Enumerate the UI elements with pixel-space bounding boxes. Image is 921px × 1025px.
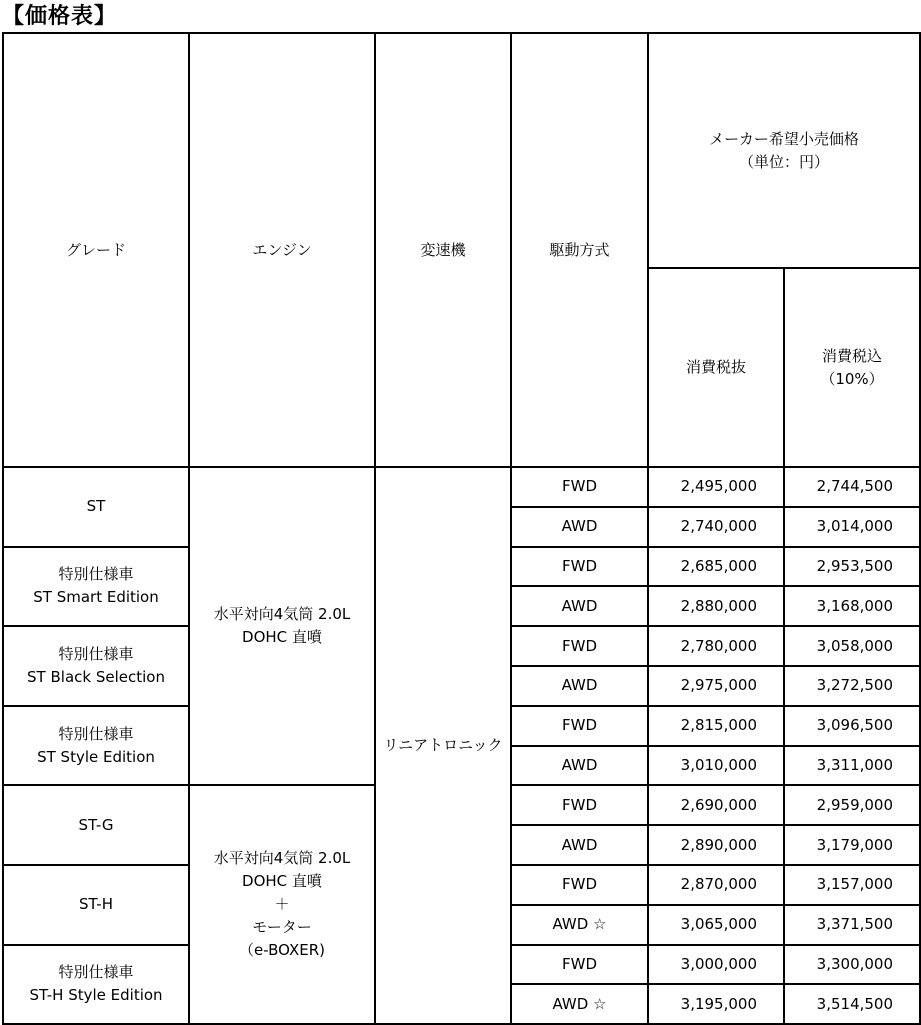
header-grade: グレード: [3, 33, 189, 467]
engine-cell: [189, 785, 375, 1024]
price-incl-cell: 3,300,000: [784, 945, 920, 985]
header-price-incl-line: 消費税込: [822, 346, 883, 365]
header-transmission: 変速機: [375, 33, 511, 467]
table-row: [3, 467, 920, 507]
price-incl-cell: 3,371,500: [784, 905, 920, 945]
drive-cell: FWD: [511, 945, 648, 985]
drive-cell: FWD: [511, 706, 648, 746]
price-excl-cell: 2,890,000: [648, 825, 784, 865]
drive-cell: AWD: [511, 825, 648, 865]
grade-cell: [3, 626, 189, 706]
price-excl-cell: 2,870,000: [648, 865, 784, 905]
price-excl-cell: 3,010,000: [648, 746, 784, 786]
grade-line: ST Smart Edition: [33, 588, 159, 607]
price-incl-cell: 3,014,000: [784, 507, 920, 547]
price-excl-cell: 2,815,000: [648, 706, 784, 746]
grade-cell: [3, 706, 189, 786]
price-excl-cell: 2,685,000: [648, 547, 784, 587]
price-excl-cell: 3,065,000: [648, 905, 784, 945]
price-incl-cell: 2,953,500: [784, 547, 920, 587]
header-price-incl: [784, 268, 920, 467]
page-title: 【価格表】: [2, 4, 118, 29]
drive-cell: FWD: [511, 626, 648, 666]
header-engine: エンジン: [189, 33, 375, 467]
grade-cell: [3, 547, 189, 627]
header-price-incl-rate-line: （10%）: [820, 369, 884, 388]
grade-line: ST-H: [79, 895, 113, 914]
drive-cell: AWD: [511, 507, 648, 547]
engine-line: 水平対向4気筒 2.0L: [213, 605, 351, 624]
grade-line: ST Style Edition: [37, 747, 155, 766]
grade-line: ST-H Style Edition: [29, 986, 163, 1005]
engine-line: DOHC 直噴: [242, 628, 322, 647]
drive-cell: FWD: [511, 865, 648, 905]
header-price-group: [648, 33, 920, 268]
price-incl-cell: 3,157,000: [784, 865, 920, 905]
drive-cell: FWD: [511, 785, 648, 825]
grade-line: 特別仕様車: [58, 724, 134, 743]
price-excl-cell: 3,000,000: [648, 945, 784, 985]
drive-cell: FWD: [511, 547, 648, 587]
drive-cell: FWD: [511, 467, 648, 507]
grade-cell: [3, 865, 189, 945]
price-excl-cell: 2,495,000: [648, 467, 784, 507]
engine-line: DOHC 直噴: [242, 872, 322, 891]
header-drive: 駆動方式: [511, 33, 648, 467]
grade-line: 特別仕様車: [58, 963, 134, 982]
engine-line: （e-BOXER): [238, 941, 325, 960]
header-price-group-line: メーカー希望小売価格: [709, 129, 859, 148]
grade-line: 特別仕様車: [58, 644, 134, 663]
grade-cell: [3, 785, 189, 865]
price-excl-cell: 2,880,000: [648, 586, 784, 626]
price-excl-cell: 2,690,000: [648, 785, 784, 825]
drive-cell: AWD: [511, 746, 648, 786]
engine-line: ＋: [274, 895, 290, 914]
header-price-unit-line: （単位：円）: [739, 152, 830, 171]
price-incl-cell: 2,959,000: [784, 785, 920, 825]
grade-line: 特別仕様車: [58, 565, 134, 584]
price-incl-cell: 2,744,500: [784, 467, 920, 507]
grade-line: ST Black Selection: [27, 667, 165, 686]
price-incl-cell: 3,168,000: [784, 586, 920, 626]
price-incl-cell: 3,514,500: [784, 984, 920, 1024]
grade-cell: [3, 467, 189, 547]
price-incl-cell: 3,311,000: [784, 746, 920, 786]
drive-cell: AWD ☆: [511, 984, 648, 1024]
drive-cell: AWD: [511, 586, 648, 626]
price-incl-cell: 3,179,000: [784, 825, 920, 865]
price-excl-cell: 2,780,000: [648, 626, 784, 666]
price-excl-cell: 3,195,000: [648, 984, 784, 1024]
transmission-cell: リニアトロニック: [375, 467, 511, 1024]
grade-cell: [3, 945, 189, 1025]
grade-line: ST: [86, 497, 106, 516]
engine-line: 水平対向4気筒 2.0L: [213, 849, 351, 868]
price-excl-cell: 2,975,000: [648, 666, 784, 706]
drive-cell: AWD: [511, 666, 648, 706]
price-excl-cell: 2,740,000: [648, 507, 784, 547]
engine-line: モーター: [252, 918, 312, 937]
drive-cell: AWD ☆: [511, 905, 648, 945]
price-table: [2, 32, 921, 1025]
price-incl-cell: 3,272,500: [784, 666, 920, 706]
header-row-1: [3, 33, 920, 268]
grade-line: ST-G: [78, 815, 114, 834]
engine-cell: [189, 467, 375, 785]
header-price-excl: 消費税抜: [648, 268, 784, 467]
price-incl-cell: 3,058,000: [784, 626, 920, 666]
price-incl-cell: 3,096,500: [784, 706, 920, 746]
